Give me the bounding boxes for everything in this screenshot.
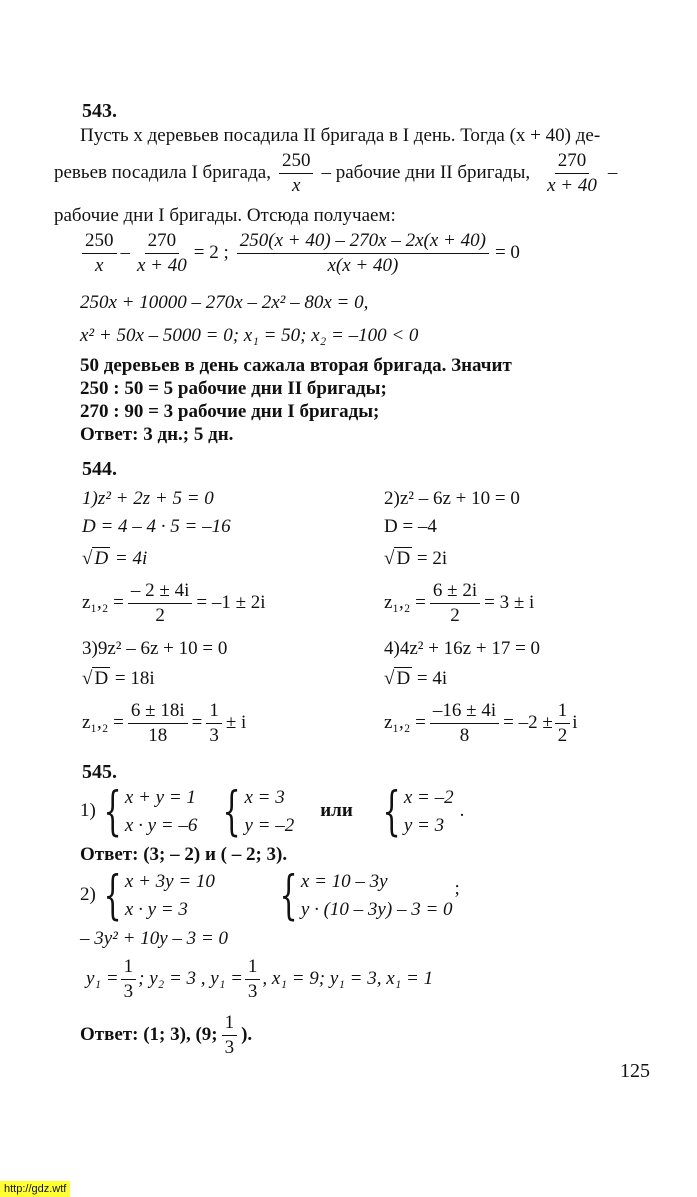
sqrt-icon: √: [82, 668, 93, 689]
problem-543-equation3: x² + 50x – 5000 = 0; x₁ = 50; x₂ = –100 < 0: [80, 325, 419, 346]
sqrt-icon: √: [384, 548, 395, 569]
problem-543-answer: Ответ: 3 дн.; 5 дн.: [80, 424, 234, 445]
problem-544-l3: [82, 548, 147, 571]
problem-544-r4: [384, 580, 534, 627]
fraction-numerator: 1: [555, 700, 571, 724]
problem-543-text2: 250 : 50 = 5 рабочие дни II бригады;: [80, 378, 387, 399]
problem-543-equation1: [80, 230, 520, 277]
problem-544-l4: [82, 580, 266, 627]
sqrt-argument: D: [396, 548, 411, 569]
problem-544-l7: [82, 700, 246, 747]
sqrt-icon: √: [384, 668, 395, 689]
brace-icon: {: [279, 865, 298, 926]
sqrt-value: = 4i: [416, 668, 448, 689]
system-c: [375, 781, 454, 842]
problem-544-l1: 1)z² + 2z + 5 = 0: [82, 488, 214, 509]
system-a: [96, 781, 198, 842]
fraction-denominator: x: [95, 254, 104, 276]
fraction-denominator: 3: [123, 980, 134, 1002]
equals: =: [191, 711, 203, 733]
problem-544-r1: 2)z² – 6z + 10 = 0: [384, 488, 520, 509]
fraction-numerator: 250: [82, 230, 117, 254]
fraction-270-over-x40: [544, 150, 600, 197]
fraction-denominator: x: [291, 174, 301, 196]
problem-545-answer1: Ответ: (3; – 2) и ( – 2; 3).: [80, 844, 288, 865]
sqrt-argument: D: [94, 668, 109, 689]
fraction-denominator: 3: [209, 724, 219, 746]
problem-543-number: 543.: [82, 100, 117, 122]
eq-fraction-2: [134, 230, 190, 277]
problem-544-r7: [384, 700, 578, 747]
sqrt-argument: D: [94, 548, 109, 569]
semicolon: ;: [454, 878, 460, 900]
period: .: [459, 800, 465, 822]
problem-544-r5: 4)4z² + 16z + 17 = 0: [384, 638, 541, 659]
fraction-numerator: 6 ± 2i: [430, 580, 480, 604]
problem-543-line2: [54, 150, 617, 197]
fraction-numerator: –16 ± 4i: [430, 700, 499, 724]
system-line: x + 3y = 10: [124, 871, 215, 892]
problem-545-number: 545.: [82, 761, 117, 783]
system-line: x = 3: [244, 787, 285, 808]
answer-text: ).: [241, 1023, 253, 1045]
system-b: [215, 781, 295, 842]
system-label: 1): [80, 800, 96, 822]
problem-544-r3: [384, 548, 447, 571]
roots-text: y₁ =: [86, 967, 119, 989]
z-result: = –1 ± 2i: [196, 591, 266, 613]
problem-545-system2: [80, 865, 460, 926]
fraction-one-half: [555, 700, 571, 747]
fraction-numerator: 1: [245, 956, 261, 980]
z-label: z₁,₂ =: [384, 711, 426, 733]
fraction-numerator: 6 ± 18i: [128, 700, 188, 724]
fraction-denominator: x(x + 40): [327, 254, 399, 276]
fraction-one-third: [206, 700, 222, 747]
fraction-denominator: x + 40: [137, 254, 187, 276]
equals: = –2 ±: [503, 711, 553, 733]
problem-545-roots: [86, 956, 433, 1003]
problem-544-l5: 3)9z² – 6z + 10 = 0: [82, 638, 228, 659]
problem-545-answer2: [80, 1012, 252, 1059]
system-line: y = –2: [244, 814, 295, 836]
fraction-denominator: 3: [224, 1036, 235, 1058]
eq-fraction-3: [237, 230, 489, 277]
system-label: 2): [80, 884, 96, 906]
roots-text: ; y₂ = 3 , y₁ =: [138, 967, 243, 989]
z-result: ± i: [225, 711, 247, 733]
fraction-denominator: 3: [247, 980, 258, 1002]
problem-544-r6: [384, 668, 447, 691]
fraction-250-over-x: [279, 150, 314, 197]
z-label: z₁,₂ =: [384, 591, 426, 613]
problem-543-equation2: 250x + 10000 – 270x – 2x² – 80x = 0,: [80, 292, 369, 313]
fraction-numerator: 1: [121, 956, 137, 980]
fraction: [430, 700, 499, 747]
problem-545-equation: – 3y² + 10y – 3 = 0: [80, 928, 228, 949]
sqrt-value: = 18i: [114, 668, 155, 689]
answer-text: Ответ: (1; 3), (9;: [80, 1023, 218, 1045]
eq-minus: –: [120, 241, 130, 263]
fraction: [128, 700, 188, 747]
z-label: z₁,₂ =: [82, 591, 124, 613]
fraction: [430, 580, 480, 627]
fraction-numerator: – 2 ± 4i: [128, 580, 192, 604]
eq-fraction-1: [82, 230, 117, 277]
system-a: [96, 865, 266, 926]
fraction-denominator: 2: [450, 604, 460, 626]
system-line: x = 10 – 3y: [300, 871, 388, 892]
fraction-numerator: 1: [206, 700, 222, 724]
problem-544-l6: [82, 668, 155, 691]
z-result: i: [572, 711, 578, 733]
eq-equals-0: = 0: [494, 241, 520, 263]
fraction-numerator: 270: [145, 230, 180, 254]
system-line: x · y = –6: [124, 814, 198, 836]
sqrt-argument: D: [396, 668, 411, 689]
line2-text-b: – рабочие дни II бригады,: [321, 161, 531, 183]
brace-icon: {: [382, 781, 401, 842]
system-line: x + y = 1: [124, 787, 196, 808]
roots-text: , x₁ = 9; y₁ = 3, x₁ = 1: [262, 967, 434, 989]
brace-icon: {: [103, 865, 122, 926]
sqrt-icon: √: [82, 548, 93, 569]
or-word: или: [320, 800, 353, 822]
system-line: x = –2: [403, 787, 454, 808]
fraction-one-third: [245, 956, 261, 1003]
line2-text-a: ревьев посадила I бригада,: [54, 161, 271, 183]
sqrt-value: = 2i: [416, 548, 448, 569]
site-watermark[interactable]: http://gdz.wtf: [0, 1181, 70, 1197]
system-line: x · y = 3: [124, 898, 188, 920]
problem-544-r2: D = –4: [384, 516, 437, 537]
problem-544-l2: D = 4 – 4 · 5 = –16: [82, 516, 231, 537]
problem-543-line3: рабочие дни I бригады. Отсюда получаем:: [54, 205, 396, 226]
problem-544-number: 544.: [82, 458, 117, 480]
fraction-one-third: [121, 956, 137, 1003]
brace-icon: {: [103, 781, 122, 842]
problem-543-line1: Пусть x деревьев посадила II бригада в I день. Тогда (x + 40) де-: [80, 125, 601, 146]
fraction-numerator: 250: [279, 150, 314, 174]
fraction-denominator: 2: [155, 604, 165, 626]
line2-text-c: –: [607, 161, 618, 183]
page-number: 125: [620, 1060, 650, 1082]
fraction-numerator: 250(x + 40) – 270x – 2x(x + 40): [237, 230, 489, 254]
z-result: = 3 ± i: [484, 591, 535, 613]
sqrt-value: = 4i: [114, 548, 148, 569]
system-b: [272, 865, 453, 926]
fraction-denominator: 2: [557, 724, 568, 746]
problem-545-system1: [80, 781, 465, 842]
fraction-denominator: x + 40: [547, 174, 597, 196]
fraction-numerator: 270: [555, 150, 590, 174]
fraction-numerator: 1: [222, 1012, 238, 1036]
fraction: [128, 580, 192, 627]
fraction-denominator: 18: [148, 724, 168, 746]
system-line: y = 3: [403, 814, 445, 836]
eq-equals-2: = 2 ;: [193, 241, 229, 263]
problem-543-text3: 270 : 90 = 3 рабочие дни I бригады;: [80, 401, 380, 422]
brace-icon: {: [222, 781, 242, 842]
fraction-one-third: [222, 1012, 238, 1059]
z-label: z₁,₂ =: [82, 711, 124, 733]
system-line: y · (10 – 3y) – 3 = 0: [300, 898, 453, 920]
problem-543-text1: 50 деревьев в день сажала вторая бригада. Значит: [80, 355, 512, 376]
fraction-denominator: 8: [459, 724, 470, 746]
